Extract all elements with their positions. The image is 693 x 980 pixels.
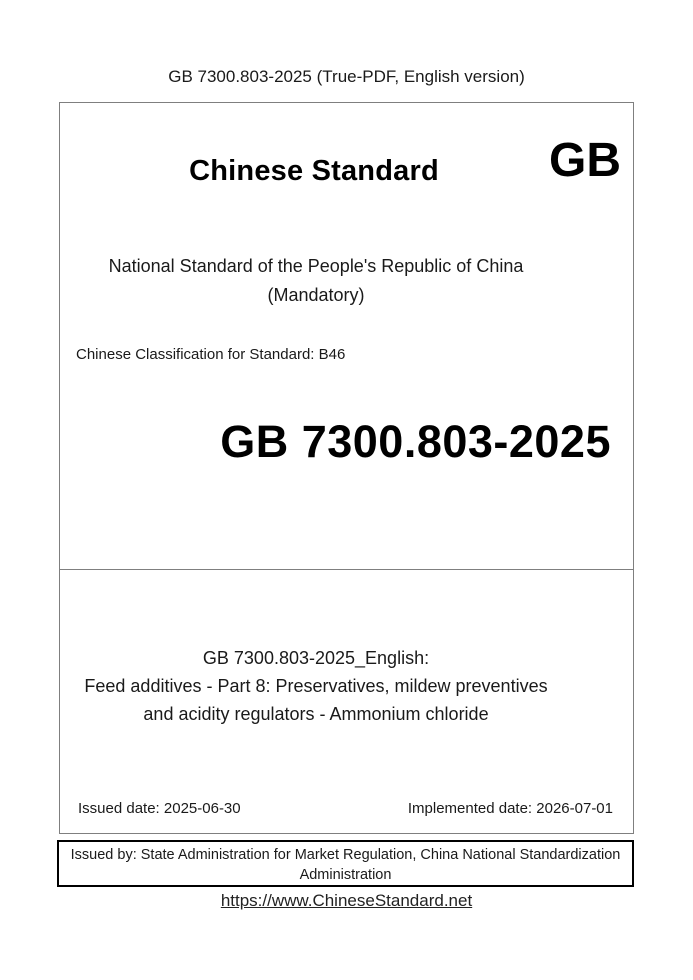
english-title-line2: Feed additives - Part 8: Preservatives, mildew preventives bbox=[84, 676, 548, 696]
cover-top-section bbox=[60, 103, 633, 570]
national-standard-line: National Standard of the People's Republic of China bbox=[108, 256, 524, 276]
issued-by-line2: Administration bbox=[299, 867, 392, 883]
issued-by-line1: Issued by: State Administration for Market Regulation, China National Standardization bbox=[70, 847, 621, 863]
issued-by-box bbox=[57, 840, 634, 887]
national-standard-block bbox=[60, 252, 572, 310]
english-title-line3: and acidity regulators - Ammonium chloride bbox=[143, 704, 489, 724]
gb-logo: GB bbox=[549, 134, 621, 187]
footer bbox=[0, 891, 693, 911]
cover-bottom-section bbox=[60, 570, 633, 832]
english-title-block bbox=[60, 644, 572, 728]
english-title-line1: GB 7300.803-2025_English: bbox=[202, 648, 430, 668]
document-header-title: GB 7300.803-2025 (True-PDF, English version) bbox=[168, 67, 525, 86]
classification-line: Chinese Classification for Standard: B46 bbox=[76, 346, 346, 363]
mandatory-line: (Mandatory) bbox=[267, 285, 365, 305]
dates-row bbox=[78, 800, 613, 817]
brand-title: Chinese Standard bbox=[189, 155, 439, 187]
implemented-date: Implemented date: 2026-07-01 bbox=[407, 800, 613, 817]
cover-box bbox=[59, 102, 634, 834]
site-link[interactable]: https://www.ChineseStandard.net bbox=[220, 891, 473, 910]
issued-date: Issued date: 2025-06-30 bbox=[78, 800, 241, 817]
standard-number: GB 7300.803-2025 bbox=[220, 416, 611, 467]
